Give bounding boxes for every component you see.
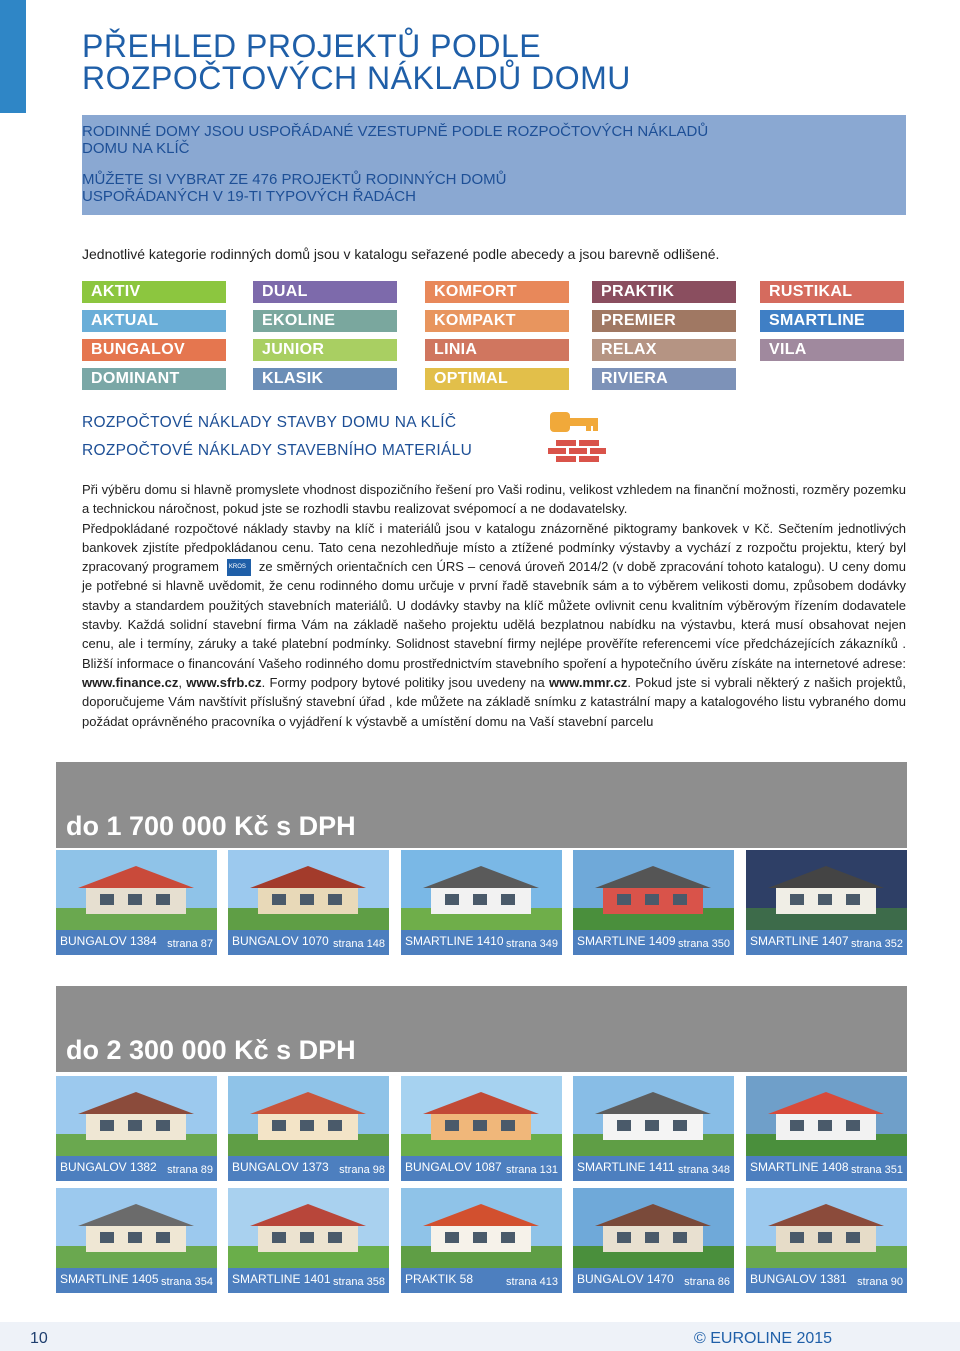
house-photo <box>573 850 734 930</box>
house-page-ref: strana 348 <box>678 1164 730 1176</box>
category-dual: DUAL <box>253 281 397 303</box>
page-title-line1: PŘEHLED PROJEKTŮ PODLE <box>82 28 542 64</box>
house-page-ref: strana 352 <box>851 938 903 950</box>
house-card[interactable] <box>228 1188 389 1293</box>
house-photo <box>573 1188 734 1268</box>
house-card[interactable] <box>228 850 389 955</box>
house-page-ref: strana 351 <box>851 1164 903 1176</box>
category-komfort: KOMFORT <box>425 281 569 303</box>
category-relax: RELAX <box>592 339 736 361</box>
link-sfrb[interactable]: www.sfrb.cz <box>186 674 262 690</box>
house-photo <box>228 1188 389 1268</box>
house-photo-illustration <box>401 1188 562 1268</box>
price-band-2 <box>56 986 907 1072</box>
house-name: SMARTLINE 1408 <box>750 1160 849 1174</box>
house-photo-illustration <box>56 1076 217 1156</box>
house-photo-illustration <box>746 1076 907 1156</box>
category-bungalov: BUNGALOV <box>82 339 226 361</box>
category-smartline: SMARTLINE <box>760 310 904 332</box>
house-photo-illustration <box>573 1076 734 1156</box>
house-card[interactable] <box>573 1188 734 1293</box>
body-p2a: Předpokládané rozpočtové náklady stavby na klíč i materiálů jsou v katalogu znázorněné piktogramy bankovek v Kč. Sečtením jednotlivých bankovek zjistíte předpokládanou cenu. Tato cena nezohledňuje místo a ztížené podmínky výstavby a vychází z rozpočtu projektu, který byl zpracovaný programem <box>82 520 906 575</box>
category-dominant: DOMINANT <box>82 368 226 390</box>
house-photo <box>56 1188 217 1268</box>
house-caption <box>228 1268 389 1293</box>
house-name: SMARTLINE 1411 <box>577 1160 675 1174</box>
house-name: BUNGALOV 1381 <box>750 1272 847 1286</box>
house-page-ref: strana 90 <box>857 1276 903 1288</box>
house-photo-illustration <box>573 850 734 930</box>
body-p2b: ze směrných orientačních cen ÚRS – cenová úroveň 2014/2 (v době zpracování tohoto katalogu). U ceny domu je potřebné si hlavně uvědomit, že cenu rodinného domu určuje v první řadě stavebník sám a to výběrem velikosti domu, způsobem dodávky stavby a standardem použitých stavebních materiálů. U dodávky stavby na klíč můžete ovlivnit cenu kvalitním výběrovým řízením dodavatele stavby. Každá solidní stavební firma Vám na základě našeho projektu udělá bezplatnou nabídku na výstavbu, která musí obsahovat nejen cenu, ale i termíny, záruky a také platební podmínky. Solidnost stavební firmy nejlépe prověříte referencemi více předcházejících zákazníků . Bližší informace o financování Vašeho rodinného domu prostřednictvím stavebního spoření a hypotečního úvěru získáte na internetové adrese: <box>82 559 906 671</box>
house-photo <box>746 1188 907 1268</box>
house-photo-illustration <box>228 1188 389 1268</box>
page-number: 10 <box>30 1330 48 1347</box>
legend-key-label: ROZPOČTOVÉ NÁKLADY STAVBY DOMU NA KLÍČ <box>82 414 457 431</box>
price-band-1 <box>56 762 907 848</box>
house-caption <box>228 1156 389 1181</box>
house-card[interactable] <box>401 850 562 955</box>
house-photo-illustration <box>56 1188 217 1268</box>
category-aktiv: AKTIV <box>82 281 226 303</box>
info-banner <box>82 115 906 215</box>
house-photo <box>401 850 562 930</box>
body-p2c: . Formy podpory bytové politiky jsou uvedeny na <box>261 674 545 690</box>
house-card[interactable] <box>573 850 734 955</box>
house-caption <box>746 930 907 955</box>
legend-brick-label: ROZPOČTOVÉ NÁKLADY STAVEBNÍHO MATERIÁLU <box>82 442 473 459</box>
body-paragraph-2 <box>82 519 906 731</box>
body-text <box>82 480 906 731</box>
kros-logo-icon: KROS <box>227 559 251 576</box>
house-name: PRAKTIK 58 <box>405 1272 474 1286</box>
house-photo-illustration <box>746 850 907 930</box>
house-photo-illustration <box>573 1188 734 1268</box>
house-caption <box>401 930 562 955</box>
house-photo <box>56 850 217 930</box>
house-photo-illustration <box>228 1076 389 1156</box>
house-caption <box>228 930 389 955</box>
body-p2d: . Pokud jste si vybrali některý z našich projektů, doporučujeme Vám navštívit příslušný stavební úřad , kde můžete na základě snímku z katastrální mapy a katalogového listu vybraného domu požádat oprávněného pracovníka o vyjádření k výstavbě a umístění domu na Vaší stavební parcelu <box>82 674 906 729</box>
category-ekoline: EKOLINE <box>253 310 397 332</box>
banner-line4: USPOŘÁDANÝCH V 19-TI TYPOVÝCH ŘADÁCH <box>82 188 416 205</box>
house-caption <box>401 1156 562 1181</box>
house-name: BUNGALOV 1470 <box>577 1272 674 1286</box>
house-name: SMARTLINE 1409 <box>577 934 676 948</box>
house-photo <box>401 1188 562 1268</box>
category-klasik: KLASIK <box>253 368 397 390</box>
key-icon <box>548 410 600 434</box>
category-linia: LINIA <box>425 339 569 361</box>
category-rustikal: RUSTIKAL <box>760 281 904 303</box>
category-optimal: OPTIMAL <box>425 368 569 390</box>
category-premier: PREMIER <box>592 310 736 332</box>
house-name: BUNGALOV 1384 <box>60 934 157 948</box>
house-card[interactable] <box>746 1076 907 1181</box>
house-page-ref: strana 349 <box>506 938 558 950</box>
link-separator: , <box>178 674 182 690</box>
category-vila: VILA <box>760 339 904 361</box>
house-name: SMARTLINE 1407 <box>750 934 849 948</box>
house-photo <box>401 1076 562 1156</box>
house-photo <box>746 850 907 930</box>
house-caption <box>401 1268 562 1293</box>
copyright: © EUROLINE 2015 <box>694 1330 833 1347</box>
house-card[interactable] <box>56 1076 217 1181</box>
house-caption <box>56 1156 217 1181</box>
accent-bar <box>0 0 26 113</box>
house-photo <box>746 1076 907 1156</box>
price-heading-2: do 2 300 000 Kč s DPH <box>66 1035 356 1065</box>
link-finance[interactable]: www.finance.cz <box>82 674 179 690</box>
house-card[interactable] <box>573 1076 734 1181</box>
house-page-ref: strana 131 <box>506 1164 558 1176</box>
house-page-ref: strana 98 <box>339 1164 385 1176</box>
intro-text: Jednotlivé kategorie rodinných domů jsou v katalogu seřazené podle abecedy a jsou barevně odlišené. <box>82 246 720 262</box>
house-card[interactable] <box>746 1188 907 1293</box>
house-caption <box>56 930 217 955</box>
category-riviera: RIVIERA <box>592 368 736 390</box>
price-heading-1: do 1 700 000 Kč s DPH <box>66 811 356 841</box>
house-page-ref: strana 358 <box>333 1276 385 1288</box>
house-name: SMARTLINE 1410 <box>405 934 504 948</box>
house-card[interactable] <box>56 850 217 955</box>
house-page-ref: strana 350 <box>678 938 730 950</box>
house-name: BUNGALOV 1087 <box>405 1160 502 1174</box>
house-card[interactable] <box>56 1188 217 1293</box>
house-photo-illustration <box>56 850 217 930</box>
body-paragraph-1: Při výběru domu si hlavně promyslete vhodnost dispozičního řešení pro Vaši rodinu, velikost vzhledem na finanční možnosti, rozměry pozemku a technickou náročnost, pokud jste se rozhodli stavbu realizovat svépomocí a ne dodavatelsky. <box>82 482 906 517</box>
house-caption <box>573 1156 734 1181</box>
brick-icon <box>548 440 606 462</box>
house-caption <box>573 930 734 955</box>
link-mmr[interactable]: www.mmr.cz <box>549 674 628 690</box>
house-page-ref: strana 89 <box>167 1164 213 1176</box>
house-card[interactable] <box>401 1188 562 1293</box>
house-photo-illustration <box>401 850 562 930</box>
house-page-ref: strana 413 <box>506 1276 558 1288</box>
house-name: SMARTLINE 1401 <box>232 1272 331 1286</box>
banner-line2: DOMU NA KLÍČ <box>82 140 190 157</box>
house-name: BUNGALOV 1382 <box>60 1160 157 1174</box>
category-kompakt: KOMPAKT <box>425 310 569 332</box>
house-page-ref: strana 86 <box>684 1276 730 1288</box>
house-page-ref: strana 354 <box>161 1276 213 1288</box>
house-photo <box>56 1076 217 1156</box>
house-photo-illustration <box>401 1076 562 1156</box>
house-card[interactable] <box>228 1076 389 1181</box>
house-page-ref: strana 148 <box>333 938 385 950</box>
house-card[interactable] <box>401 1076 562 1181</box>
house-caption <box>746 1156 907 1181</box>
category-praktik: PRAKTIK <box>592 281 736 303</box>
house-caption <box>746 1268 907 1293</box>
house-photo-illustration <box>746 1188 907 1268</box>
house-photo-illustration <box>228 850 389 930</box>
page-title-line2: ROZPOČTOVÝCH NÁKLADŮ DOMU <box>82 60 631 96</box>
banner-line3: MŮŽETE SI VYBRAT ZE 476 PROJEKTŮ RODINNÝCH DOMŮ <box>82 171 507 188</box>
banner-line1: RODINNÉ DOMY JSOU USPOŘÁDANÉ VZESTUPNĚ PODLE ROZPOČTOVÝCH NÁKLADŮ <box>82 123 709 140</box>
category-junior: JUNIOR <box>253 339 397 361</box>
house-name: BUNGALOV 1373 <box>232 1160 329 1174</box>
house-photo <box>228 850 389 930</box>
house-card[interactable] <box>746 850 907 955</box>
house-name: BUNGALOV 1070 <box>232 934 329 948</box>
page-title <box>82 30 631 94</box>
category-aktual: AKTUAL <box>82 310 226 332</box>
house-photo <box>228 1076 389 1156</box>
house-page-ref: strana 87 <box>167 938 213 950</box>
house-caption <box>573 1268 734 1293</box>
house-caption <box>56 1268 217 1293</box>
house-name: SMARTLINE 1405 <box>60 1272 159 1286</box>
house-photo <box>573 1076 734 1156</box>
